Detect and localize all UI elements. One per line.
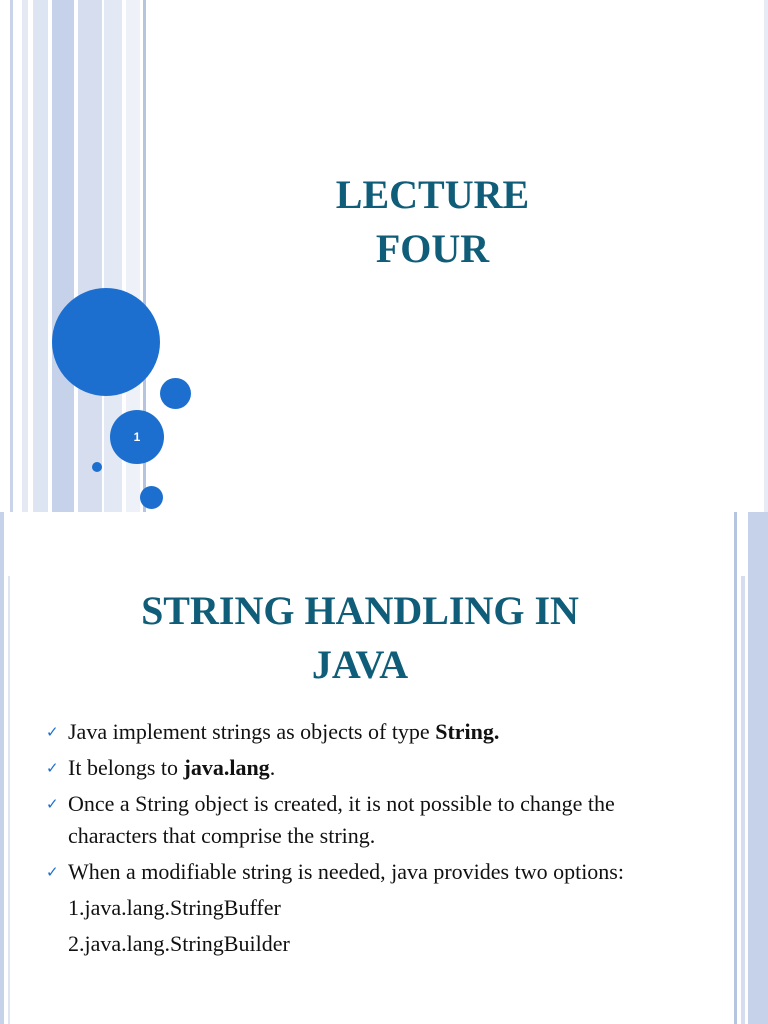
decor-stripe	[22, 0, 28, 512]
decor-circle-small	[140, 486, 163, 509]
decor-circle-large	[52, 288, 160, 396]
checkmark-icon: ✓	[46, 863, 59, 881]
lecture-title-line1: LECTURE	[335, 172, 530, 217]
decor-circle-tiny	[92, 462, 102, 472]
decor-stripe	[33, 0, 48, 512]
decor-stripe	[741, 576, 745, 1024]
lecture-title-line2: FOUR	[375, 226, 490, 271]
decor-stripe	[0, 576, 4, 1024]
decor-stripe-right	[764, 0, 768, 512]
decor-stripe	[734, 576, 737, 1024]
content-slide	[0, 576, 768, 1024]
bullet-item: ✓ Once a String object is created, it is not possible to change the characters that comprise the string.	[46, 788, 706, 852]
slide-gap	[0, 512, 768, 576]
decor-stripe	[8, 576, 10, 1024]
bullet-list	[46, 716, 706, 964]
checkmark-icon: ✓	[46, 795, 59, 813]
slide-number: 1	[133, 430, 141, 444]
decor-stripe	[748, 576, 768, 1024]
decor-circle-medium	[160, 378, 191, 409]
option-item: 2.java.lang.StringBuilder	[68, 931, 290, 956]
bullet-item: ✓ Java implement strings as objects of type String.	[46, 716, 706, 748]
bullet-item: ✓ It belongs to java.lang.	[46, 752, 706, 784]
decor-stripe	[78, 0, 102, 512]
slide-number-badge	[110, 410, 164, 464]
decor-stripe	[0, 512, 4, 576]
decor-stripe	[748, 512, 768, 576]
lecture-title	[290, 168, 575, 276]
slide-title-line1: STRING HANDLING IN	[141, 588, 579, 633]
decor-stripe	[52, 0, 74, 512]
slide-title	[60, 584, 660, 692]
slide-title-line2: JAVA	[311, 642, 409, 687]
bullet-item: ✓ When a modifiable string is needed, java provides two options:	[46, 856, 706, 888]
checkmark-icon: ✓	[46, 759, 59, 777]
decor-stripe	[10, 0, 13, 512]
option-item: 1.java.lang.StringBuffer	[68, 895, 281, 920]
decor-stripe	[734, 512, 737, 576]
checkmark-icon: ✓	[46, 723, 59, 741]
